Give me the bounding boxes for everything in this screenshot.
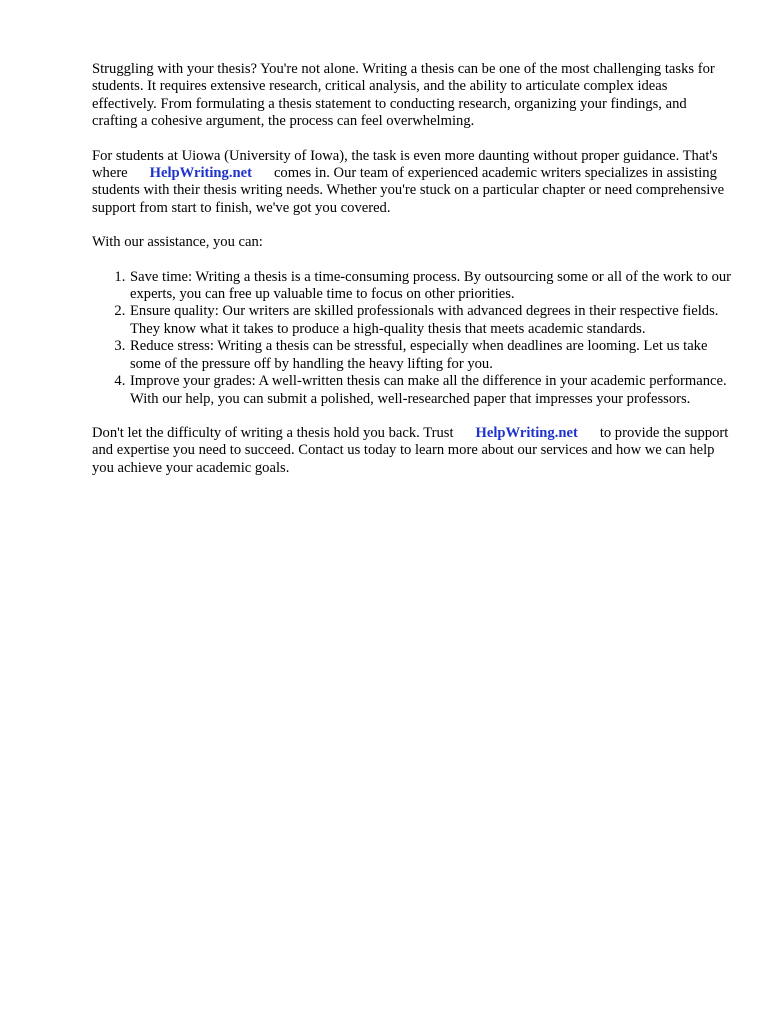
guidance-text-before: For students at Uiowa (University of Iowa), the task is even more daunting without proper guidance. That's where bbox=[92, 147, 718, 182]
intro-paragraph: Struggling with your thesis? You're not alone. Writing a thesis can be one of the most challenging tasks for students. It requires extensive research, critical analysis, and the ability to articulate complex ideas effectively. From formulating a thesis statement to conducting research, organizing your findings, and crafting a cohesive argument, the process can feel overwhelming. bbox=[92, 61, 715, 130]
guidance-paragraph bbox=[92, 148, 732, 218]
closing-paragraph bbox=[92, 425, 732, 477]
closing-text-after: to provide the support and expertise you need to succeed. Contact us today to learn more about our services and how we can help you achieve your academic goals. bbox=[92, 424, 729, 476]
closing-text-before: Don't let the difficulty of writing a thesis hold you back. Trust bbox=[92, 424, 454, 441]
document-page bbox=[92, 61, 732, 494]
list-item: 4. Improve your grades: A well-written thesis can make all the difference in your academic performance. With our help, you can submit a polished, well-researched paper that impresses your professors. bbox=[129, 373, 732, 408]
helpwriting-link[interactable]: HelpWriting.net bbox=[149, 165, 252, 182]
list-item: 2. Ensure quality: Our writers are skilled professionals with advanced degrees in their respective fields. They know what it takes to produce a high-quality thesis that meets academic standards. bbox=[129, 303, 732, 338]
list-item: 1. Save time: Writing a thesis is a time-consuming process. By outsourcing some or all of the work to our experts, you can free up valuable time to focus on other priorities. bbox=[129, 269, 732, 304]
benefits-list bbox=[92, 269, 732, 408]
guidance-text-after: comes in. Our team of experienced academic writers specializes in assisting students with their thesis writing needs. Whether you're stuck on a particular chapter or need comprehensive support from start to finish, we've got you covered. bbox=[92, 165, 725, 216]
list-intro: With our assistance, you can: bbox=[92, 234, 263, 251]
helpwriting-link-closing[interactable]: HelpWriting.net bbox=[475, 424, 578, 441]
list-item: 3. Reduce stress: Writing a thesis can be stressful, especially when deadlines are looming. Let us take some of the pressure off by handling the heavy lifting for you. bbox=[129, 338, 732, 373]
